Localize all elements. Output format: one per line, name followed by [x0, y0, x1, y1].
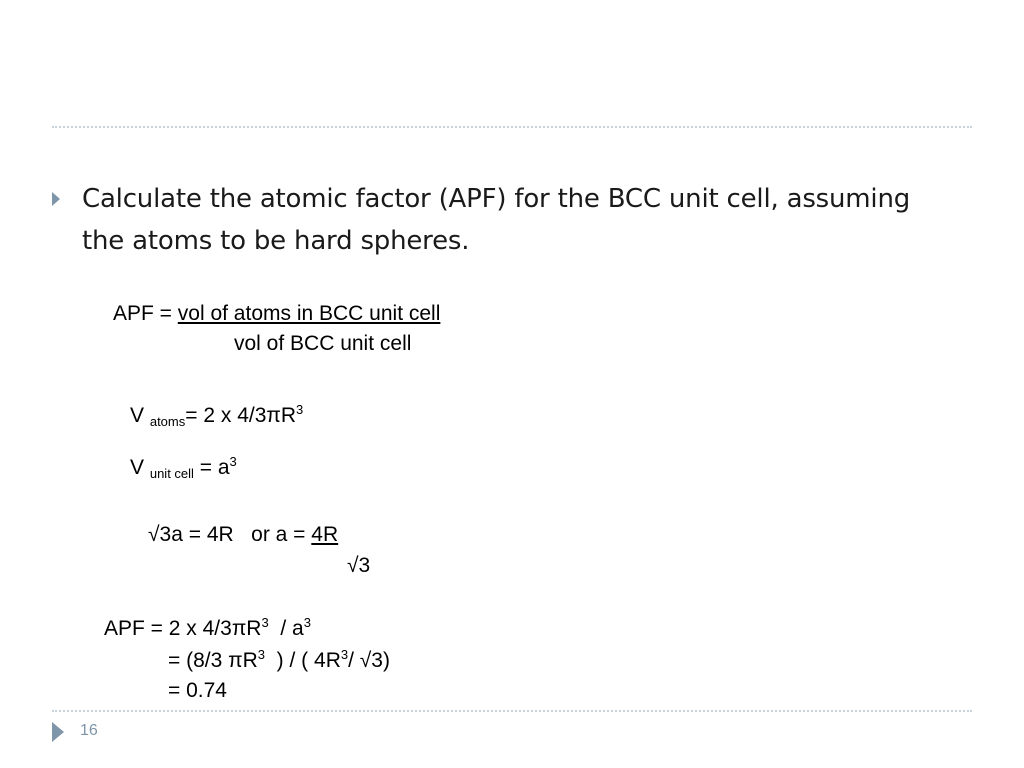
v-atoms-subscript: atoms — [149, 414, 186, 429]
apf-calc-line-2-expr: = (8/3 πR — [168, 649, 258, 672]
v-atoms-expression: = 2 x 4/3πR — [185, 404, 297, 427]
page-number: 16 — [80, 722, 98, 739]
v-atoms-exponent: 3 — [296, 402, 304, 417]
v-cell-symbol: V — [130, 456, 150, 479]
apf-numerator: vol of atoms in BCC unit cell — [177, 302, 441, 325]
bottom-divider — [52, 710, 972, 712]
apf-calc-line-1-exp2: 3 — [303, 615, 311, 630]
v-unit-cell-equation — [130, 456, 237, 480]
apf-calc-line-1-expr: APF = 2 x 4/3πR — [104, 617, 262, 640]
relation-text: √3a = 4R or a = — [148, 523, 312, 546]
apf-calc-line-1-divisor: / a — [268, 617, 304, 640]
relation-equation — [148, 523, 338, 547]
apf-calc-line-2 — [168, 649, 390, 673]
bullet-text: Calculate the atomic factor (APF) for the BCC unit cell, assuming the atoms to be hard spheres. — [82, 184, 911, 256]
v-cell-subscript: unit cell — [149, 466, 194, 481]
top-divider — [52, 126, 972, 128]
apf-definition-numerator-line — [113, 302, 440, 326]
relation-denominator: √3 — [347, 554, 371, 577]
apf-calc-line-1-exp: 3 — [261, 615, 269, 630]
v-atoms-equation — [130, 404, 303, 428]
v-atoms-symbol: V — [130, 404, 150, 427]
apf-result: = 0.74 — [168, 679, 227, 702]
v-cell-exponent: 3 — [229, 454, 237, 469]
apf-calc-line-2-tail: / √3) — [348, 649, 390, 672]
apf-calc-line-2-divisor: ) / ( 4R — [265, 649, 341, 672]
v-cell-expression: = a — [193, 456, 230, 479]
apf-denominator: vol of BCC unit cell — [234, 332, 412, 355]
footer-arrow-icon — [52, 722, 64, 742]
apf-calc-line-2-exp2: 3 — [340, 647, 349, 662]
bullet-point — [52, 178, 952, 262]
bullet-arrow-icon — [52, 192, 60, 206]
apf-calc-line-1 — [104, 617, 311, 641]
apf-calc-line-2-exp: 3 — [257, 647, 266, 662]
apf-label: APF = — [113, 302, 178, 325]
relation-numerator: 4R — [311, 523, 339, 546]
